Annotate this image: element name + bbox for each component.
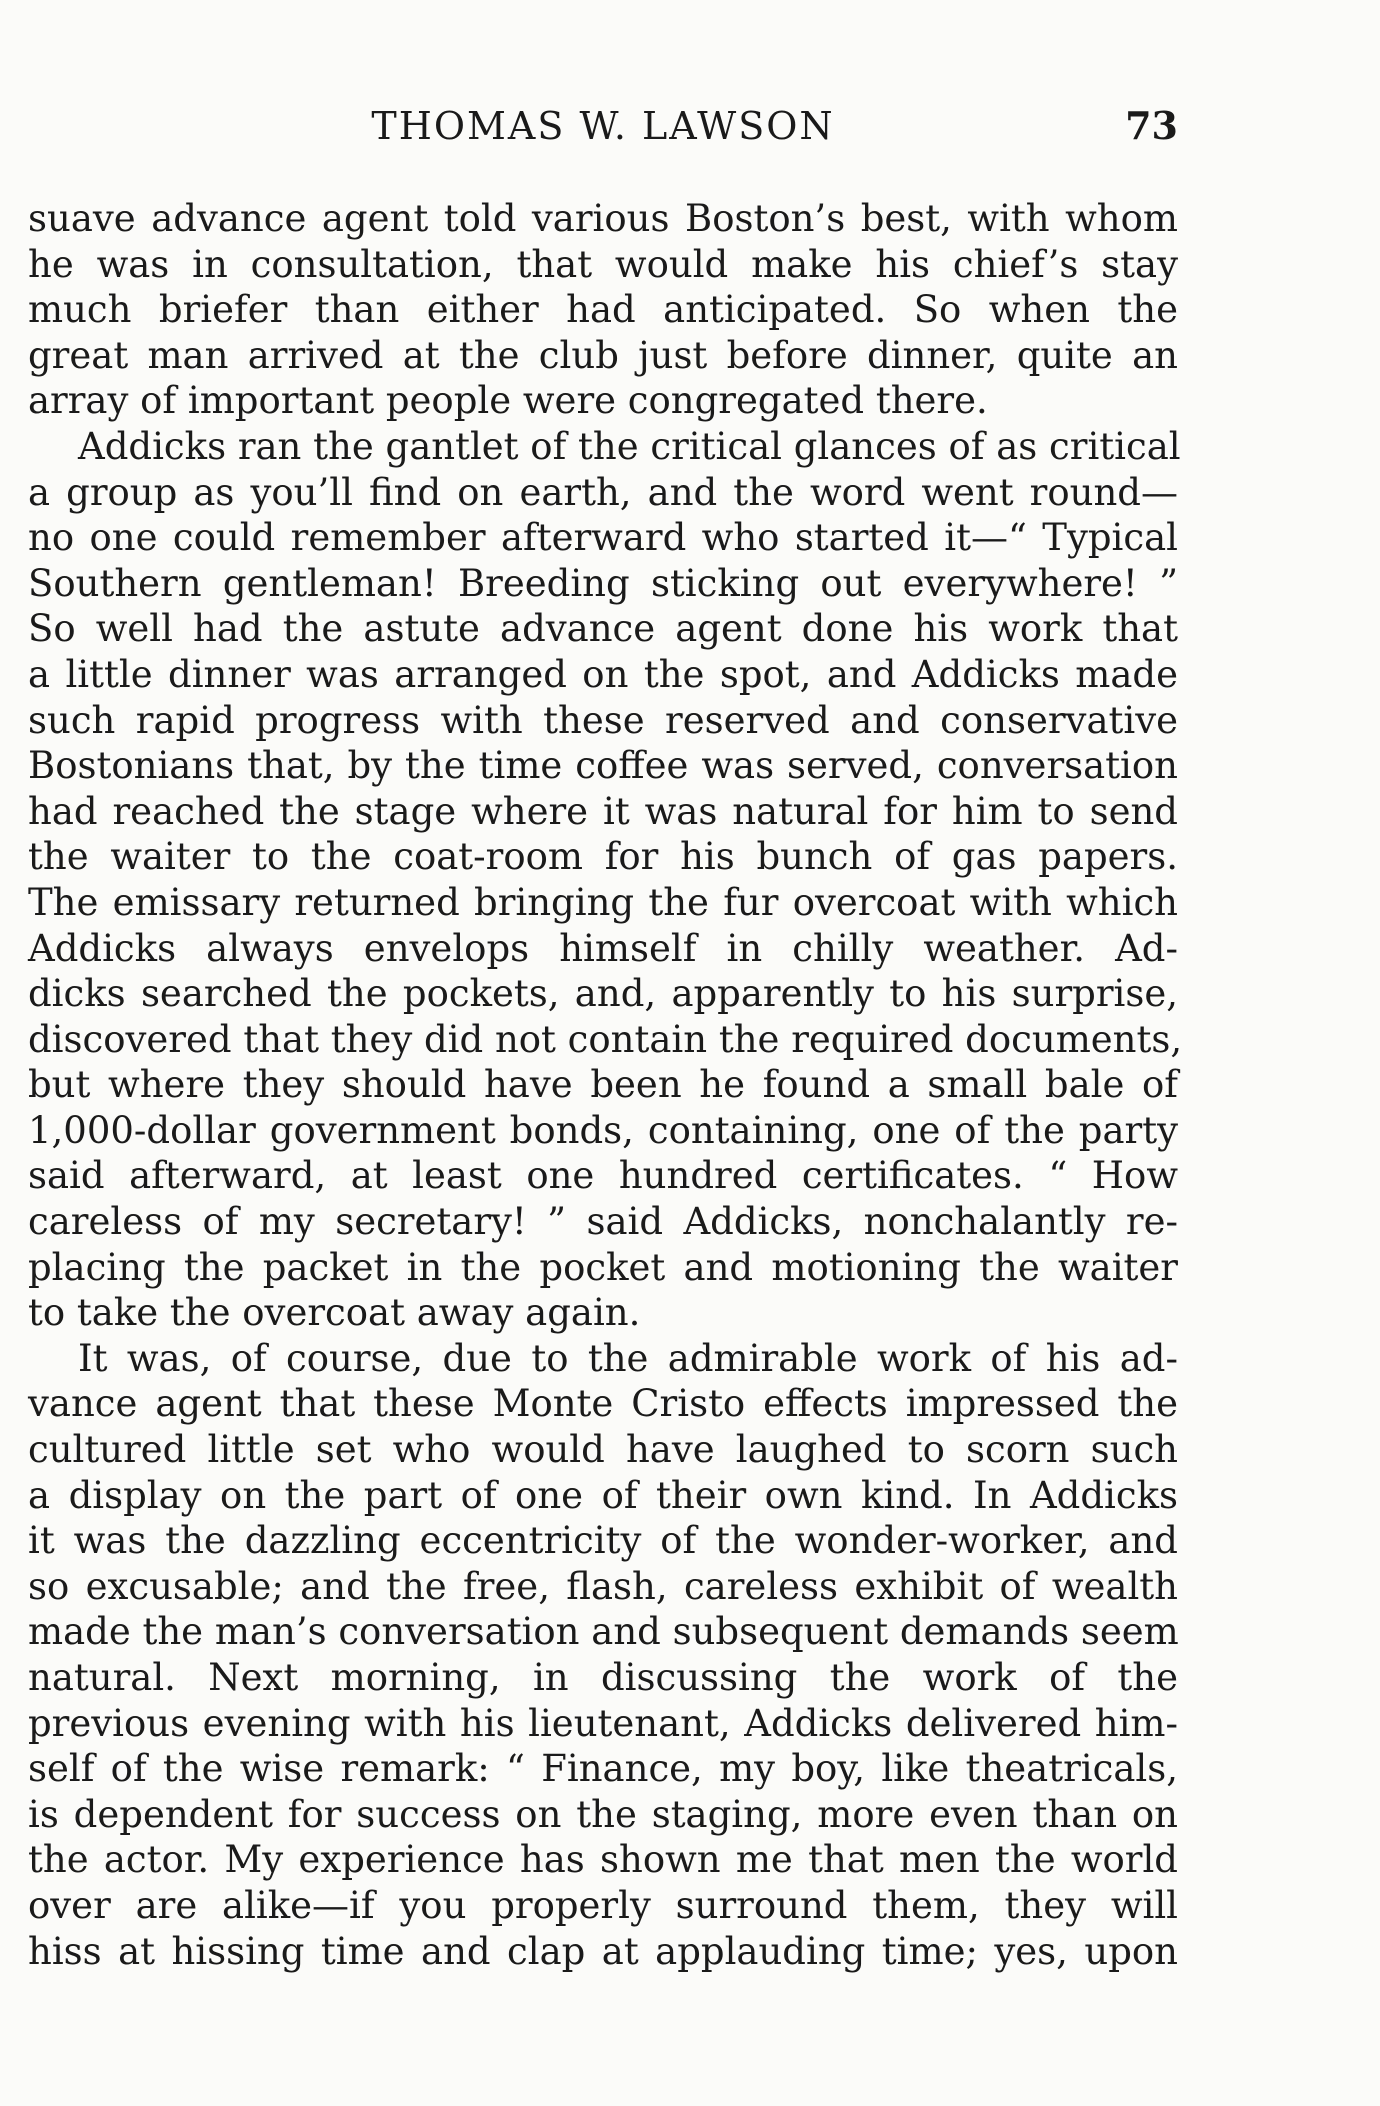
text-line: suave advance agent told various Boston’s best, with whom	[28, 197, 1178, 240]
text-line: Addicks always envelops himself in chilly weather. Ad-	[28, 926, 1178, 970]
text-line: array of important people were congregated there.	[28, 379, 988, 423]
text-line: a little dinner was arranged on the spot, and Addicks made	[28, 652, 1178, 696]
text-line: the waiter to the coat-room for his bunch of gas papers.	[28, 835, 1178, 879]
running-head	[28, 96, 1178, 156]
text-line: over are alike—if you properly surround them, they will	[28, 1883, 1178, 1927]
text-line: it was the dazzling eccentricity of the wonder-worker, and	[28, 1519, 1178, 1563]
text-line: The emissary returned bringing the fur overcoat with which	[28, 880, 1178, 924]
text-line: to take the overcoat away again.	[28, 1291, 641, 1335]
running-title: THOMAS W. LAWSON	[371, 104, 835, 148]
text-line: a display on the part of one of their own kind. In Addicks	[28, 1473, 1178, 1517]
text-line: 1,000-dollar government bonds, containing, one of the party	[28, 1108, 1178, 1152]
text-line: Southern gentleman! Breeding sticking out everywhere! ”	[28, 561, 1178, 605]
text-line: Addicks ran the gantlet of the critical glances of as critical	[78, 424, 1181, 468]
text-line: he was in consultation, that would make his chief’s stay	[28, 242, 1178, 286]
text-line: cultured little set who would have laughed to scorn such	[28, 1428, 1178, 1472]
text-line: great man arrived at the club just before dinner, quite an	[28, 333, 1178, 377]
paragraph-addicks-dinner	[28, 424, 1183, 1336]
body-text	[28, 196, 1183, 1974]
text-line: So well had the astute advance agent done his work that	[28, 607, 1178, 651]
text-line: self of the wise remark: “ Finance, my boy, like theatricals,	[28, 1747, 1178, 1791]
text-line: natural. Next morning, in discussing the work of the	[28, 1656, 1178, 1699]
page-number: 73	[1125, 103, 1178, 148]
text-line: Bostonians that, by the time coffee was served, conversation	[28, 744, 1178, 788]
text-line: much briefer than either had anticipated. So when the	[28, 288, 1178, 332]
text-line: placing the packet in the pocket and motioning the waiter	[28, 1245, 1178, 1289]
text-line: discovered that they did not contain the required documents,	[28, 1017, 1183, 1061]
paragraph-continued	[28, 196, 1178, 424]
text-line: said afterward, at least one hundred certificates. “ How	[28, 1154, 1178, 1198]
text-line: careless of my secretary! ” said Addicks, nonchalantly re-	[28, 1200, 1178, 1244]
text-line: but where they should have been he found a small bale of	[28, 1063, 1178, 1107]
paragraph-monte-cristo	[28, 1336, 1178, 1974]
text-line: made the man’s conversation and subsequent demands seem	[28, 1610, 1179, 1654]
text-line: hiss at hissing time and clap at applauding time; yes, upon	[28, 1929, 1178, 1973]
text-line: a group as you’ll find on earth, and the word went round—	[28, 470, 1178, 514]
text-line: is dependent for success on the staging, more even than on	[28, 1792, 1178, 1836]
text-line: so excusable; and the free, flash, careless exhibit of wealth	[28, 1564, 1178, 1608]
text-line: It was, of course, due to the admirable work of his ad-	[78, 1336, 1178, 1380]
text-line: such rapid progress with these reserved and conservative	[28, 698, 1178, 742]
text-line: had reached the stage where it was natural for him to send	[28, 789, 1178, 833]
text-line: the actor. My experience has shown me that men the world	[28, 1838, 1178, 1882]
text-line: no one could remember afterward who started it—“ Typical	[28, 516, 1178, 560]
text-line: dicks searched the pockets, and, apparently to his surprise,	[28, 972, 1178, 1016]
text-line: vance agent that these Monte Cristo effects impressed the	[28, 1382, 1178, 1426]
text-line: previous evening with his lieutenant, Addicks delivered him-	[28, 1701, 1178, 1745]
